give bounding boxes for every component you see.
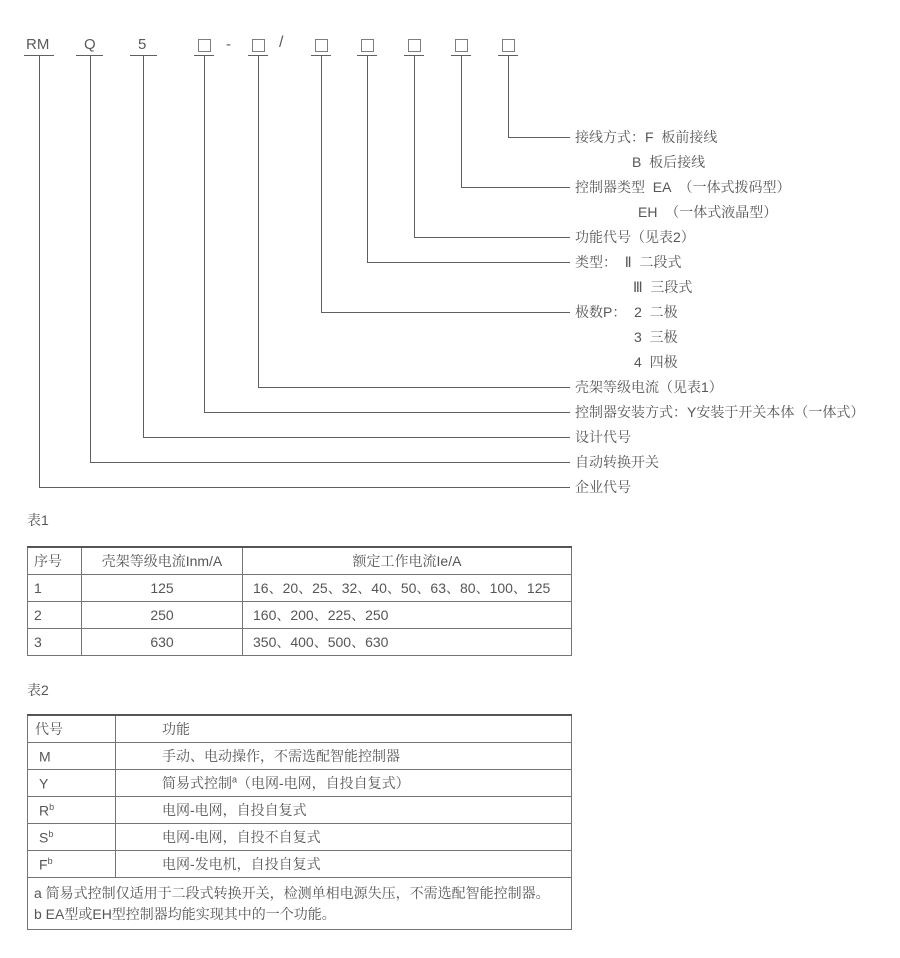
label-company-code: 企业代号 (575, 479, 631, 495)
connector-line (414, 237, 570, 238)
model-code-design: 5 (138, 36, 147, 53)
table-row (28, 851, 572, 878)
table2-title: 表2 (27, 682, 49, 698)
connector-line (90, 462, 570, 463)
model-digit-box-7 (502, 39, 515, 52)
label-wiring-style: 接线方式：F 板前接线 (575, 129, 718, 145)
table2-header-function: 功能 (116, 715, 572, 743)
table-row (28, 824, 572, 851)
table1-cell: 2 (28, 602, 82, 629)
connector-line (508, 137, 570, 138)
model-digit-box-5 (408, 39, 421, 52)
table1-title: 表1 (27, 512, 49, 528)
table1-cell: 125 (82, 575, 243, 602)
model-code-company: RM (26, 36, 50, 53)
model-digit-box-2 (252, 39, 265, 52)
connector-line (143, 437, 570, 438)
table-row (28, 878, 572, 930)
table2-code-cell: $S^b$ (28, 824, 116, 851)
connector-line (258, 387, 570, 388)
model-digit-box-1 (198, 39, 211, 52)
table-row (28, 575, 572, 602)
table2-footnotes-cell (28, 878, 572, 930)
model-digit-box-3 (315, 39, 328, 52)
connector-line (204, 56, 205, 412)
label-type: 类型： Ⅱ 二段式 (575, 254, 682, 270)
label-poles: 极数P： 2 二极 (575, 304, 678, 320)
table-row (28, 629, 572, 656)
table2-code-cell: $R^b$ (28, 797, 116, 824)
label-function-code: 功能代号（见表2） (575, 229, 695, 245)
table1-cell: 250 (82, 602, 243, 629)
table1-cell: 630 (82, 629, 243, 656)
table-row (28, 743, 572, 770)
label-controller-type: 控制器类型 EA （一体式拨码型） (575, 179, 791, 195)
table-row (28, 770, 572, 797)
table1-header-frame: 壳架等级电流Inm/A (82, 547, 243, 575)
table1-header-current: 额定工作电流Ie/A (243, 547, 572, 575)
table2-function-cell: 电网-电网，自投自复式 (116, 797, 572, 824)
table2-code-cell: Y (28, 770, 116, 797)
model-digit-box-6 (455, 39, 468, 52)
model-digit-box-4 (361, 39, 374, 52)
connector-line (90, 56, 91, 462)
table1-cell: 1 (28, 575, 82, 602)
footnote-a: a 简易式控制仅适用于二段式转换开关，检测单相电源失压，不需选配智能控制器。 (34, 884, 550, 901)
table1-cell: 350、400、500、630 (243, 629, 572, 656)
label-poles-3: 3 三极 (634, 329, 678, 345)
table2-code-cell: M (28, 743, 116, 770)
label-poles-4: 4 四极 (634, 354, 678, 370)
connector-line (508, 56, 509, 137)
table1-header-row (28, 547, 572, 575)
label-controller-mounting: 控制器安装方式：Y安装于开关本体（一体式） (575, 404, 865, 420)
table2-header-row (28, 715, 572, 743)
table-row (28, 797, 572, 824)
label-design-code: 设计代号 (575, 429, 631, 445)
table2-function-cell: 手动、电动操作，不需选配智能控制器 (116, 743, 572, 770)
connector-line (39, 56, 40, 487)
table2-function-cell: 电网-电网，自投不自复式 (116, 824, 572, 851)
connector-line (367, 56, 368, 262)
connector-line (204, 412, 570, 413)
label-controller-type-eh: EH （一体式液晶型） (638, 204, 778, 220)
model-code-dash: - (226, 36, 231, 53)
table1-cell: 16、20、25、32、40、50、63、80、100、125 (243, 575, 572, 602)
table-row (28, 602, 572, 629)
table2-function-cell: 电网-发电机，自投自复式 (116, 851, 572, 878)
footnote-b: b EA型或EH型控制器均能实现其中的一个功能。 (34, 905, 336, 922)
connector-line (143, 56, 144, 437)
connector-line (461, 187, 570, 188)
label-switch-name: 自动转换开关 (575, 454, 659, 470)
model-code-slash: / (279, 34, 284, 51)
table2-code-cell: $F^b$ (28, 851, 116, 878)
connector-line (321, 56, 322, 312)
label-frame-current: 壳架等级电流（见表1） (575, 379, 723, 395)
table1-cell: 3 (28, 629, 82, 656)
connector-line (321, 312, 570, 313)
connector-line (258, 56, 259, 387)
table1-cell: 160、200、225、250 (243, 602, 572, 629)
label-type-iii: Ⅲ 三段式 (633, 279, 693, 295)
table2-header-code: 代号 (28, 715, 116, 743)
table2-function-cell: 简易式控制$^a$（电网-电网，自投自复式） (116, 770, 572, 797)
connector-line (367, 262, 570, 263)
table2 (27, 714, 572, 930)
connector-line (39, 487, 570, 488)
connector-line (461, 56, 462, 187)
label-wiring-style-b: B 板后接线 (632, 154, 706, 170)
connector-line (414, 56, 415, 237)
model-code-category: Q (84, 36, 96, 53)
table1-header-index: 序号 (28, 547, 82, 575)
table1 (27, 546, 572, 656)
